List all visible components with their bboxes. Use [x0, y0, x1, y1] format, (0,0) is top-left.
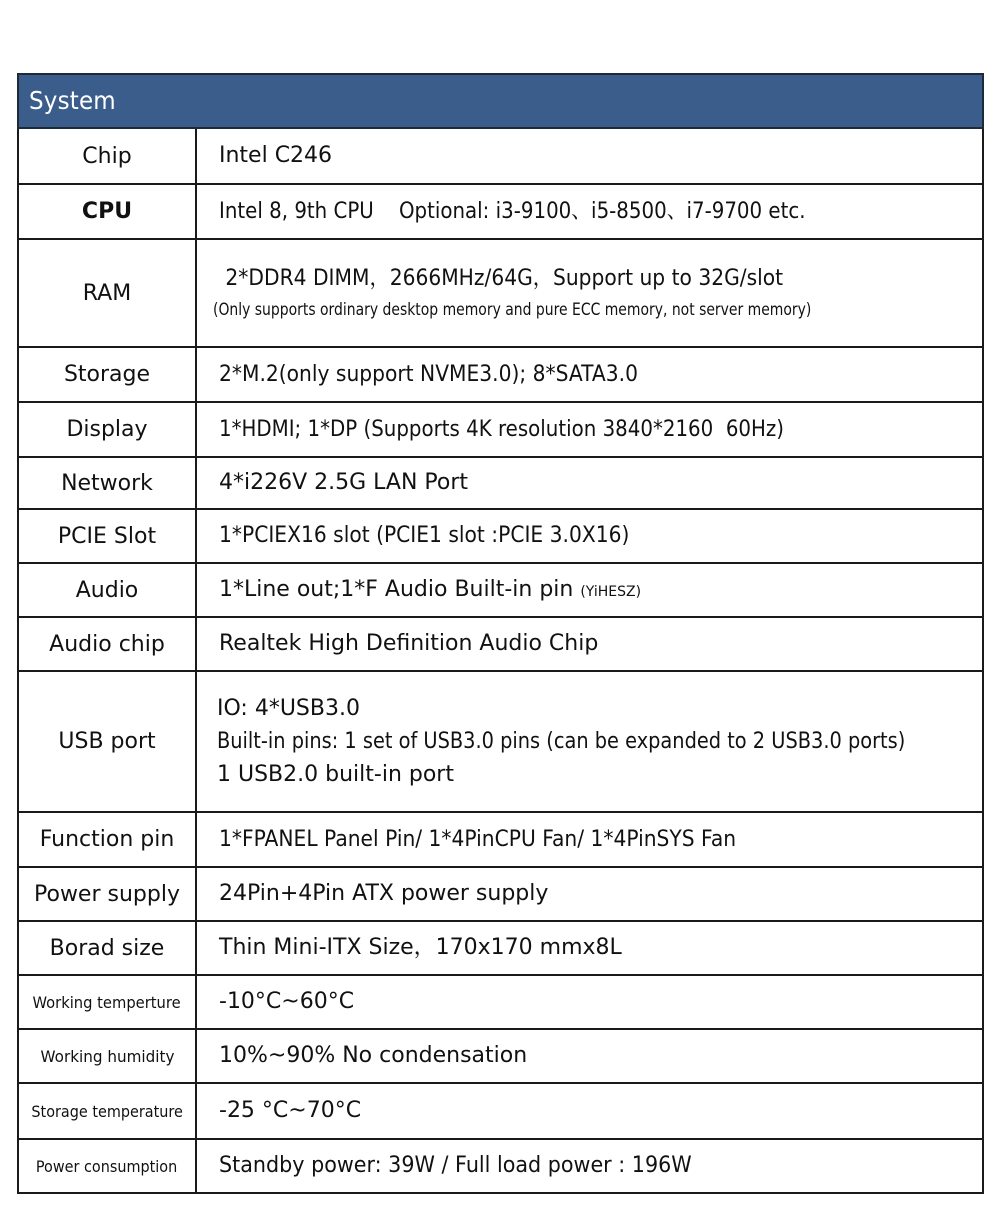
table-row — [18, 184, 983, 239]
table-row — [18, 509, 983, 563]
table-row — [18, 921, 983, 975]
row-value-text: 2*M.2(only support NVME3.0); 8*SATA3.0 — [219, 361, 638, 387]
row-value: -10°C~60°C — [196, 975, 983, 1029]
row-label — [18, 1083, 196, 1139]
row-value-text: 2*DDR4 DIMM，2666MHz/64G，Support up to 32G/slot — [219, 265, 784, 291]
table-row — [18, 129, 983, 184]
spec-sheet — [17, 73, 984, 1194]
row-value — [196, 184, 983, 239]
row-note — [213, 299, 978, 322]
row-value-suffix: (YiHESZ) — [580, 584, 642, 601]
usb-line — [217, 725, 978, 758]
row-label: PCIE Slot — [18, 509, 196, 563]
row-note-text: (Only supports ordinary desktop memory and pure ECC memory, not server memory) — [213, 300, 812, 321]
table-row — [18, 239, 983, 347]
table-row — [18, 1029, 983, 1083]
row-value — [196, 239, 983, 347]
row-value: 4*i226V 2.5G LAN Port — [196, 457, 983, 509]
row-value — [196, 1139, 983, 1193]
row-value-text: 1*PCIEX16 slot (PCIE1 slot :PCIE 3.0X16) — [219, 523, 630, 549]
table-row — [18, 867, 983, 921]
row-label: CPU — [18, 184, 196, 239]
table-row — [18, 812, 983, 867]
table-row — [18, 347, 983, 402]
row-value — [196, 509, 983, 563]
row-value: -25 °C~70°C — [196, 1083, 983, 1139]
row-label — [18, 1139, 196, 1193]
table-row — [18, 975, 983, 1029]
row-value-text: 1*FPANEL Panel Pin/ 1*4PinCPU Fan/ 1*4PinSYS Fan — [219, 826, 737, 852]
row-label: Display — [18, 402, 196, 457]
row-value — [196, 671, 983, 812]
table-row — [18, 671, 983, 812]
row-label-text: Working humidity — [40, 1046, 174, 1066]
row-label — [18, 1029, 196, 1083]
section-title: System — [29, 86, 116, 115]
usb-line: IO: 4*USB3.0 — [217, 696, 360, 721]
row-label: Network — [18, 457, 196, 509]
row-value-text: 1*Line out;1*F Audio Built-in pin — [219, 577, 581, 603]
row-label-text: Power consumption — [36, 1156, 178, 1176]
table-row — [18, 1139, 983, 1193]
row-label: Audio — [18, 563, 196, 617]
row-value-text: Intel 8, 9th CPU Optional: i3-9100、i5-8500、i7-9700 etc. — [219, 198, 806, 224]
row-label-text: Storage temperature — [31, 1101, 183, 1121]
spec-table — [17, 129, 984, 1194]
row-value: Thin Mini-ITX Size，170x170 mmx8L — [196, 921, 983, 975]
row-label: Power supply — [18, 867, 196, 921]
table-row — [18, 402, 983, 457]
section-header — [17, 73, 984, 129]
row-value — [196, 402, 983, 457]
row-label: Storage — [18, 347, 196, 402]
row-label: Function pin — [18, 812, 196, 867]
row-value: 10%~90% No condensation — [196, 1029, 983, 1083]
row-value-text: Standby power: 39W / Full load power : 196W — [219, 1153, 692, 1179]
table-row — [18, 1083, 983, 1139]
row-label-text: Working temperture — [32, 992, 182, 1012]
usb-line-text: Built-in pins: 1 set of USB3.0 pins (can be expanded to 2 USB3.0 ports) — [217, 729, 906, 754]
row-value: Intel C246 — [196, 129, 983, 184]
row-label: Audio chip — [18, 617, 196, 671]
row-value — [196, 347, 983, 402]
row-label: Borad size — [18, 921, 196, 975]
row-value — [196, 812, 983, 867]
table-row — [18, 617, 983, 671]
row-value — [196, 563, 983, 617]
table-row — [18, 457, 983, 509]
row-label: USB port — [18, 671, 196, 812]
row-value: Realtek High Definition Audio Chip — [196, 617, 983, 671]
row-label: Chip — [18, 129, 196, 184]
table-row — [18, 563, 983, 617]
row-label — [18, 975, 196, 1029]
row-value-text: 1*HDMI; 1*DP (Supports 4K resolution 3840*2160 60Hz) — [219, 416, 785, 442]
usb-line: 1 USB2.0 built-in port — [217, 762, 454, 787]
row-label: RAM — [18, 239, 196, 347]
row-value: 24Pin+4Pin ATX power supply — [196, 867, 983, 921]
